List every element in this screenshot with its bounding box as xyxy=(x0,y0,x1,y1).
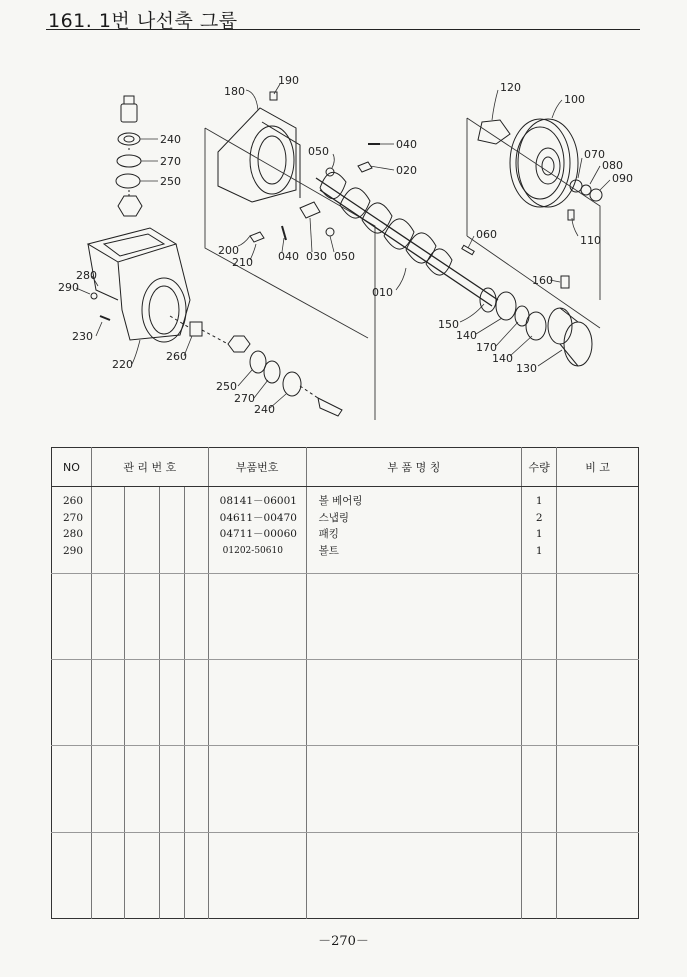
row-part-name: 볼트 xyxy=(318,544,339,557)
header-part-number: 부품번호 xyxy=(208,448,306,487)
grease-nipple-160 xyxy=(561,276,569,288)
mgmt-cell xyxy=(91,487,124,573)
callout-140-top: 140 xyxy=(456,329,477,342)
empty-cell xyxy=(91,832,124,918)
small-gear-part xyxy=(118,196,142,216)
empty-cell xyxy=(124,832,159,918)
callout-090: 090 xyxy=(612,172,633,185)
row-quantity: 1 xyxy=(535,495,543,508)
part-240-lower xyxy=(283,372,301,396)
empty-cell xyxy=(306,573,522,659)
callout-040-lower: 040 xyxy=(278,250,299,263)
callout-050-lower: 050 xyxy=(334,250,355,263)
bolt-110 xyxy=(568,210,574,220)
nut-090 xyxy=(590,189,602,201)
callout-050-top: 050 xyxy=(308,145,329,158)
row-no: 270 xyxy=(63,511,84,524)
callout-210: 210 xyxy=(232,256,253,269)
empty-cell xyxy=(52,832,92,918)
row-no: 280 xyxy=(63,528,84,541)
pulley-100 xyxy=(510,119,578,207)
callout-250-left: 250 xyxy=(160,175,181,188)
callout-100: 100 xyxy=(564,93,585,106)
empty-cell xyxy=(557,573,639,659)
callout-220: 220 xyxy=(112,358,133,371)
empty-cell xyxy=(184,746,208,832)
empty-cell xyxy=(52,746,92,832)
row-quantity: 1 xyxy=(535,544,543,557)
callout-030: 030 xyxy=(306,250,327,263)
empty-cell xyxy=(124,659,159,745)
pin-020 xyxy=(358,162,372,172)
part-270-lower xyxy=(264,361,280,383)
header-remark: 비 고 xyxy=(557,448,639,487)
callout-020: 020 xyxy=(396,164,417,177)
callout-120: 120 xyxy=(500,81,521,94)
empty-cell xyxy=(522,659,557,745)
callout-150: 150 xyxy=(438,318,459,331)
bolt-230 xyxy=(100,316,110,320)
no-column xyxy=(52,487,92,573)
row-part-number: 04711－00060 xyxy=(219,528,297,541)
row-part-name: 패킹 xyxy=(318,528,339,541)
empty-cell xyxy=(159,832,184,918)
callout-190: 190 xyxy=(278,74,299,87)
empty-cell xyxy=(159,573,184,659)
empty-cell xyxy=(208,832,306,918)
row-quantity: 2 xyxy=(535,511,543,524)
callout-240-left: 240 xyxy=(160,133,181,146)
empty-cell xyxy=(159,746,184,832)
mgmt-cell xyxy=(124,487,159,573)
empty-cell xyxy=(522,832,557,918)
table-row-block xyxy=(52,659,639,745)
auger-shaft-010 xyxy=(316,172,498,306)
row-quantity: 1 xyxy=(535,528,543,541)
callout-130: 130 xyxy=(516,362,537,375)
empty-cell xyxy=(522,746,557,832)
part-270-left xyxy=(117,155,141,167)
row-part-number: 04611－00470 xyxy=(219,511,297,524)
callout-260: 260 xyxy=(166,350,187,363)
empty-cell xyxy=(52,659,92,745)
callout-290: 290 xyxy=(58,281,79,294)
remark-cell xyxy=(557,487,639,573)
callout-040-top: 040 xyxy=(396,138,417,151)
spring-030 xyxy=(300,202,320,218)
callout-010: 010 xyxy=(372,286,393,299)
table-header-row xyxy=(52,448,639,487)
empty-cell xyxy=(52,573,92,659)
empty-cell xyxy=(184,832,208,918)
table-row-block xyxy=(52,832,639,918)
pin-210 xyxy=(250,232,264,242)
callout-200: 200 xyxy=(218,244,239,257)
empty-cell xyxy=(184,573,208,659)
callout-070: 070 xyxy=(584,148,605,161)
part-250-lower xyxy=(250,351,266,373)
callout-230: 230 xyxy=(72,330,93,343)
exploded-parts-diagram xyxy=(0,0,687,440)
mgmt-cell xyxy=(184,487,208,573)
part-name-column xyxy=(306,487,522,573)
page-title: 161. 1번 나선축 그룹 xyxy=(48,10,238,32)
header-no: NO xyxy=(52,448,92,487)
empty-cell xyxy=(306,659,522,745)
washer-080 xyxy=(581,185,591,195)
cover-180 xyxy=(218,108,300,202)
row-no: 260 xyxy=(63,495,84,508)
empty-cell xyxy=(124,746,159,832)
part-240-left xyxy=(118,133,140,145)
empty-cell xyxy=(124,573,159,659)
bearing-260 xyxy=(190,322,202,336)
row-part-name: 볼 베어링 xyxy=(318,495,363,508)
parts-table xyxy=(51,447,639,919)
empty-cell xyxy=(184,659,208,745)
part-250-left xyxy=(116,174,140,188)
empty-cell xyxy=(557,659,639,745)
callout-060: 060 xyxy=(476,228,497,241)
callout-140-bottom: 140 xyxy=(492,352,513,365)
row-part-name: 스냅링 xyxy=(318,511,350,524)
empty-cell xyxy=(306,832,522,918)
callout-250-lower: 250 xyxy=(216,380,237,393)
row-part-number: 01202-50610 xyxy=(222,545,283,556)
callout-240-lower: 240 xyxy=(254,403,275,416)
part-number-column xyxy=(208,487,306,573)
shaft-end-lower xyxy=(318,398,342,416)
callout-110: 110 xyxy=(580,234,601,247)
bolt-290 xyxy=(91,293,97,299)
callout-270-lower: 270 xyxy=(234,392,255,405)
page-number: －270－ xyxy=(318,934,369,949)
callout-270-left: 270 xyxy=(160,155,181,168)
header-quantity: 수량 xyxy=(522,448,557,487)
quantity-column xyxy=(522,487,557,573)
nut-050-lower xyxy=(326,228,334,236)
header-part-name: 부 품 명 칭 xyxy=(306,448,522,487)
callout-170: 170 xyxy=(476,341,497,354)
empty-cell xyxy=(306,746,522,832)
callout-180: 180 xyxy=(224,85,245,98)
empty-cell xyxy=(91,746,124,832)
callout-280: 280 xyxy=(76,269,97,282)
empty-cell xyxy=(208,573,306,659)
empty-cell xyxy=(557,746,639,832)
gear-lower xyxy=(228,336,250,352)
key-060 xyxy=(462,245,474,254)
pin-040-lower xyxy=(282,226,286,240)
header-management-number: 관 리 번 호 xyxy=(91,448,208,487)
callout-080: 080 xyxy=(602,159,623,172)
empty-cell xyxy=(91,573,124,659)
table-row-block xyxy=(52,573,639,659)
empty-cell xyxy=(522,573,557,659)
empty-cell xyxy=(557,832,639,918)
housing-220 xyxy=(88,228,190,342)
empty-cell xyxy=(159,659,184,745)
mgmt-cell xyxy=(159,487,184,573)
table-row-block xyxy=(52,746,639,832)
row-no: 290 xyxy=(63,544,84,557)
empty-cell xyxy=(91,659,124,745)
bearing-140-bottom xyxy=(526,312,546,340)
row-part-number: 08141－06001 xyxy=(219,495,297,508)
table-row-block xyxy=(52,487,639,573)
empty-cell xyxy=(208,659,306,745)
empty-cell xyxy=(208,746,306,832)
bearing-140-top xyxy=(496,292,516,320)
flange-120 xyxy=(478,120,510,144)
top-bolt-part xyxy=(121,96,137,122)
bolt-190 xyxy=(270,92,277,100)
callout-160: 160 xyxy=(532,274,553,287)
bearing-case-130 xyxy=(548,308,592,366)
